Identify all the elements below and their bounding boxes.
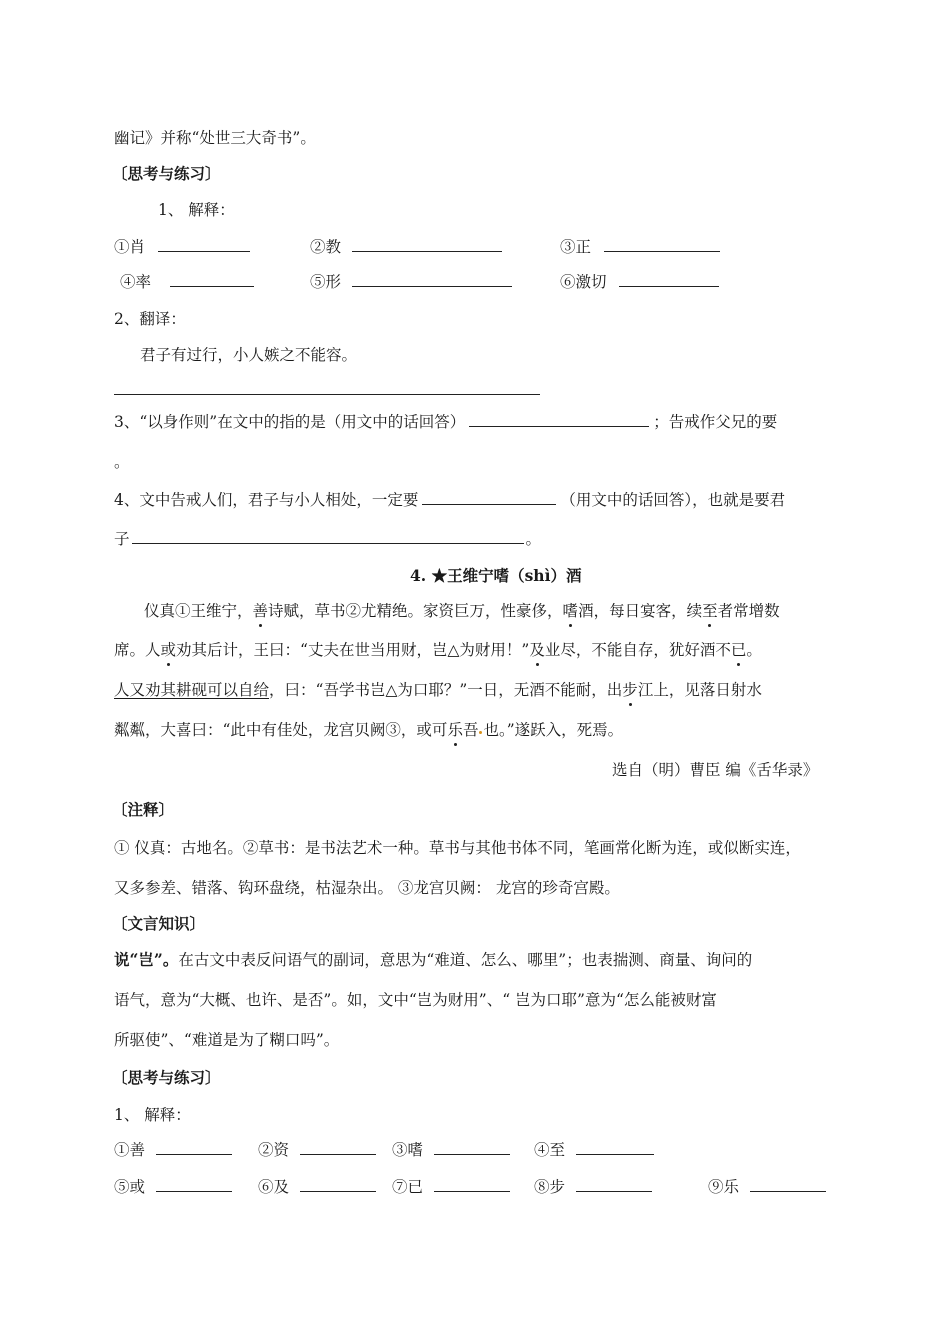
translation-answer-line[interactable]	[114, 394, 540, 395]
q1-item-6: ⑥激切	[560, 272, 719, 292]
story-line-4: 粼粼，大喜曰：“此中有佳处，龙宫贝阙③，或可乐吾 也。”遂跃入，死焉。	[114, 721, 624, 739]
s2-item-9: ⑨乐	[708, 1177, 826, 1197]
answer-blank[interactable]	[422, 490, 556, 505]
s2-item-6: ⑥及	[258, 1177, 376, 1197]
answer-blank[interactable]	[300, 1140, 376, 1155]
q1-item-4: ④率	[120, 272, 254, 292]
q1-item-2: ②教	[310, 237, 502, 257]
story-line-2: 席。人或劝其后计，王曰：“丈夫在世当用财，岂△为财用！”及业尽，不能自存，犹好酒不已。	[114, 641, 762, 659]
q2-label: 2、翻译：	[114, 310, 186, 328]
answer-blank[interactable]	[156, 1177, 232, 1192]
s2-item-2: ②资	[258, 1140, 376, 1160]
q1-item-5: ⑤形	[310, 272, 512, 292]
knowledge-line-2: 语气，意为“大概、也许、是否”。如，文中“岂为财用”、“ 岂为口耶”意为“怎么能被财富	[114, 991, 717, 1009]
knowledge-heading: 〔文言知识〕	[112, 914, 206, 933]
story-title: 4. ★王维宁嗜（shì）酒	[410, 566, 582, 585]
answer-blank[interactable]	[132, 529, 524, 544]
q2-sentence: 君子有过行，小人嫉之不能容。	[140, 346, 358, 364]
answer-blank[interactable]	[469, 412, 649, 427]
notes-line-2: 又多参差、错落、钩环盘绕，枯湿杂出。 ③龙宫贝阙： 龙宫的珍奇宫殿。	[114, 879, 620, 897]
q3-end: 。	[114, 453, 130, 471]
s2-item-5: ⑤或	[114, 1177, 232, 1197]
s2-item-3: ③嗜	[392, 1140, 510, 1160]
answer-blank[interactable]	[576, 1177, 652, 1192]
knowledge-line-3: 所驱使”、“难道是为了糊口吗”。	[114, 1031, 340, 1049]
q1-label-2: 1、 解释：	[114, 1106, 191, 1124]
section-heading-practice-2: 〔思考与练习〕	[112, 1068, 221, 1087]
answer-blank[interactable]	[158, 237, 250, 252]
notes-heading: 〔注释〕	[112, 800, 175, 819]
section-heading-practice-1: 〔思考与练习〕	[112, 164, 221, 183]
answer-blank[interactable]	[300, 1177, 376, 1192]
notes-line-1: ① 仪真：古地名。②草书：是书法艺术一种。草书与其他书体不同，笔画常化断为连，或似断实连，	[114, 839, 801, 857]
answer-blank[interactable]	[170, 272, 254, 287]
s2-item-8: ⑧步	[534, 1177, 652, 1197]
s2-item-7: ⑦已	[392, 1177, 510, 1197]
story-line-3: 人又劝其耕砚可以自给，曰：“吾学书岂△为口耶？”一日，无酒不能耐，出步江上，见落日射水	[114, 681, 762, 699]
q1-item-1: ①肖	[114, 237, 250, 257]
story-line-1: 仪真①王维宁，善诗赋，草书②尤精绝。家资巨万，性豪侈，嗜酒，每日宴客，续至者常增数	[144, 602, 780, 620]
story-source: 选自（明）曹臣 编《舌华录》	[612, 761, 819, 779]
q1-label: 1、 解释：	[158, 201, 235, 219]
s2-item-1: ①善	[114, 1140, 232, 1160]
answer-blank[interactable]	[576, 1140, 654, 1155]
s2-item-4: ④至	[534, 1140, 654, 1160]
q4-line-2: 子 。	[114, 530, 542, 548]
q3-line: 3、“以身作则”在文中的指的是（用文中的话回答） ；告戒作父兄的要	[114, 413, 778, 431]
q1-item-3: ③正	[560, 237, 720, 257]
answer-blank[interactable]	[619, 272, 719, 287]
knowledge-line-1: 说“岂”。在古文中表反问语气的副词，意思为“难道、怎么、哪里”；也表揣测、商量、询问的	[114, 950, 753, 969]
answer-blank[interactable]	[750, 1177, 826, 1192]
answer-blank[interactable]	[434, 1177, 510, 1192]
answer-blank[interactable]	[434, 1140, 510, 1155]
answer-blank[interactable]	[156, 1140, 232, 1155]
q4-line: 4、文中告戒人们，君子与小人相处，一定要 （用文中的话回答），也就是要君	[114, 491, 786, 509]
answer-blank[interactable]	[352, 272, 512, 287]
continued-text: 幽记》并称“处世三大奇书”。	[114, 129, 316, 147]
answer-blank[interactable]	[604, 237, 720, 252]
answer-blank[interactable]	[352, 237, 502, 252]
